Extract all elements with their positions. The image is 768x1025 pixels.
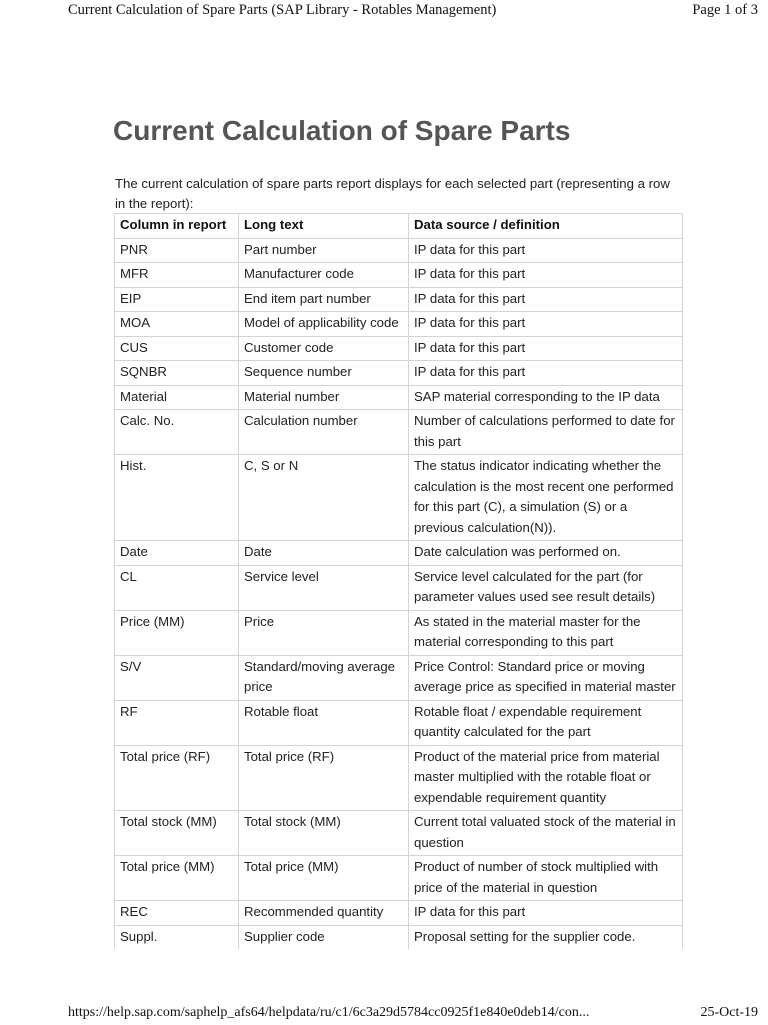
table-row [115,541,683,566]
cell-long-text: Manufacturer code [239,263,409,288]
cell-long-text: Date [239,541,409,566]
cell-column-in-report: Price (MM) [115,610,239,655]
cell-data-source: SAP material corresponding to the IP data [409,385,683,410]
cell-column-in-report: REC [115,901,239,926]
table-row [115,610,683,655]
cell-data-source: IP data for this part [409,901,683,926]
table-row [115,856,683,901]
cell-long-text: Customer code [239,336,409,361]
table-row [115,385,683,410]
table-row [115,410,683,455]
cell-data-source: The status indicator indicating whether the calculation is the most recent one performed for this part (C), a simulation (S) or a previous calculation(N)). [409,455,683,541]
cell-column-in-report: Material [115,385,239,410]
cell-long-text: Price [239,610,409,655]
cell-column-in-report: CL [115,565,239,610]
table-body [115,238,683,949]
cell-long-text: End item part number [239,287,409,312]
cell-data-source: Current total valuated stock of the material in question [409,811,683,856]
cell-long-text: Calculation number [239,410,409,455]
print-footer [68,1005,758,1025]
cell-data-source: Price Control: Standard price or moving average price as specified in material master [409,655,683,700]
cell-column-in-report: RF [115,700,239,745]
print-header [68,2,758,22]
table-header-row [115,214,683,239]
table-row [115,745,683,811]
cell-long-text: Total price (MM) [239,856,409,901]
cell-data-source: Rotable float / expendable requirement quantity calculated for the part [409,700,683,745]
intro-paragraph: The current calculation of spare parts report displays for each selected part (representing a row in the report): [115,176,670,211]
cell-long-text: Standard/moving average price [239,655,409,700]
cell-data-source: Product of number of stock multiplied with price of the material in question [409,856,683,901]
table-row [115,238,683,263]
table-row [115,925,683,949]
cell-long-text: Rotable float [239,700,409,745]
table-row [115,655,683,700]
cell-column-in-report: SQNBR [115,361,239,386]
cell-data-source: Service level calculated for the part (for parameter values used see result details) [409,565,683,610]
cell-data-source: IP data for this part [409,336,683,361]
table-row [115,361,683,386]
cell-data-source: As stated in the material master for the material corresponding to this part [409,610,683,655]
cell-long-text: C, S or N [239,455,409,541]
cell-column-in-report: S/V [115,655,239,700]
page-url: https://help.sap.com/saphelp_afs64/helpdata/ru/c1/6c3a29d5784cc0925f1e840e0deb14/con... [68,1005,590,1020]
cell-column-in-report: Hist. [115,455,239,541]
cell-data-source: IP data for this part [409,287,683,312]
cell-data-source: Product of the material price from material master multiplied with the rotable float or expendable requirement quantity [409,745,683,811]
cell-data-source: IP data for this part [409,238,683,263]
cell-column-in-report: Suppl. [115,925,239,949]
column-header-data-source: Data source / definition [409,214,683,239]
cell-column-in-report: MOA [115,312,239,337]
cell-column-in-report: PNR [115,238,239,263]
cell-data-source: IP data for this part [409,263,683,288]
table-row [115,312,683,337]
cell-long-text: Sequence number [239,361,409,386]
cell-column-in-report: MFR [115,263,239,288]
cell-data-source: IP data for this part [409,312,683,337]
cell-long-text: Material number [239,385,409,410]
cell-data-source: Date calculation was performed on. [409,541,683,566]
table-row [115,901,683,926]
table-row [115,565,683,610]
report-columns-table [114,213,683,949]
column-header-long-text: Long text [239,214,409,239]
print-header-title: Current Calculation of Spare Parts (SAP Library - Rotables Management) [68,2,497,18]
cell-data-source: Proposal setting for the supplier code. [409,925,683,949]
table-row [115,287,683,312]
cell-long-text: Supplier code [239,925,409,949]
table-row [115,455,683,541]
cell-long-text: Service level [239,565,409,610]
table-row [115,700,683,745]
cell-column-in-report: Date [115,541,239,566]
cell-column-in-report: Total price (MM) [115,856,239,901]
table-row [115,263,683,288]
column-header-column-in-report: Column in report [115,214,239,239]
cell-long-text: Recommended quantity [239,901,409,926]
page-title: Current Calculation of Spare Parts [113,115,571,146]
cell-column-in-report: Total stock (MM) [115,811,239,856]
cell-data-source: IP data for this part [409,361,683,386]
cell-column-in-report: Calc. No. [115,410,239,455]
cell-long-text: Total price (RF) [239,745,409,811]
table-row [115,811,683,856]
cell-column-in-report: CUS [115,336,239,361]
page-number: Page 1 of 3 [692,2,758,18]
cell-long-text: Total stock (MM) [239,811,409,856]
cell-data-source: Number of calculations performed to date for this part [409,410,683,455]
table-row [115,336,683,361]
cell-long-text: Part number [239,238,409,263]
cell-column-in-report: EIP [115,287,239,312]
cell-long-text: Model of applicability code [239,312,409,337]
print-date: 25-Oct-19 [700,1005,758,1020]
cell-column-in-report: Total price (RF) [115,745,239,811]
